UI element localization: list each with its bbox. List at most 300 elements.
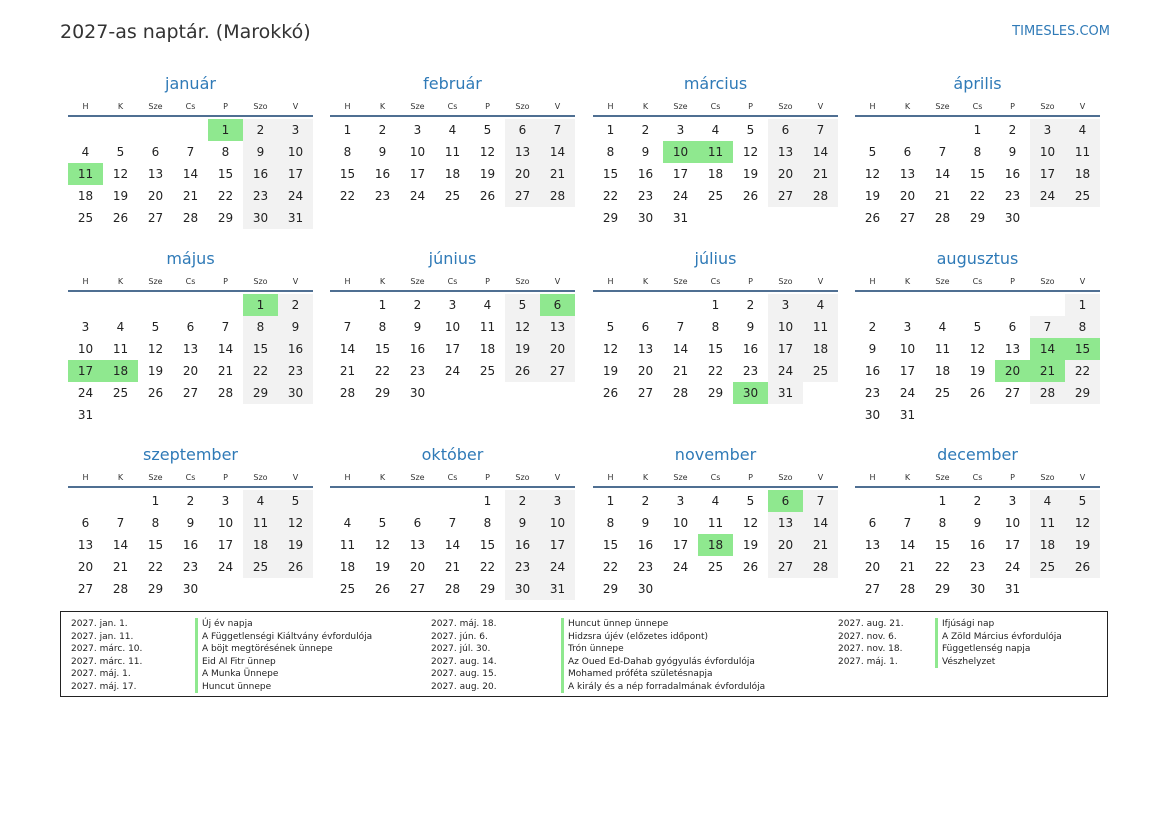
day-cell[interactable]: 28 <box>339 386 356 400</box>
weekend-day-cell[interactable]: 5 <box>505 294 540 316</box>
weekend-day-cell[interactable]: 18 <box>803 338 838 360</box>
day-cell[interactable]: 25 <box>77 211 94 225</box>
day-cell[interactable]: 12 <box>147 342 164 356</box>
weekend-day-cell[interactable]: 24 <box>1030 185 1065 207</box>
weekend-day-cell[interactable]: 5 <box>1065 490 1100 512</box>
weekend-day-cell[interactable]: 7 <box>803 490 838 512</box>
day-cell[interactable]: 22 <box>969 189 986 203</box>
day-cell[interactable]: 20 <box>409 560 426 574</box>
weekend-day-cell[interactable]: 6 <box>505 119 540 141</box>
day-cell[interactable]: 28 <box>934 211 951 225</box>
day-cell[interactable]: 1 <box>151 494 160 508</box>
day-cell[interactable]: 26 <box>969 386 986 400</box>
weekend-day-cell[interactable]: 17 <box>1030 163 1065 185</box>
weekend-day-cell[interactable]: 7 <box>540 119 575 141</box>
day-cell[interactable]: 28 <box>899 582 916 596</box>
day-cell[interactable]: 5 <box>746 494 755 508</box>
day-cell[interactable]: 15 <box>339 167 356 181</box>
weekend-day-cell[interactable]: 30 <box>278 382 313 404</box>
day-cell[interactable]: 11 <box>479 320 496 334</box>
weekend-day-cell[interactable]: 28 <box>803 556 838 578</box>
day-cell[interactable]: 28 <box>444 582 461 596</box>
day-cell[interactable]: 4 <box>711 494 720 508</box>
day-cell[interactable]: 22 <box>217 189 234 203</box>
weekend-day-cell[interactable]: 24 <box>540 556 575 578</box>
day-cell[interactable]: 9 <box>1008 145 1017 159</box>
day-cell[interactable]: 17 <box>672 538 689 552</box>
weekend-day-cell[interactable]: 9 <box>505 512 540 534</box>
day-cell[interactable]: 20 <box>77 560 94 574</box>
day-cell[interactable]: 1 <box>606 123 615 137</box>
day-cell[interactable]: 29 <box>217 211 234 225</box>
day-cell[interactable]: 25 <box>707 189 724 203</box>
weekend-day-cell[interactable]: 25 <box>243 556 278 578</box>
weekend-day-cell[interactable]: 3 <box>768 294 803 316</box>
day-cell[interactable]: 25 <box>339 582 356 596</box>
weekend-day-cell[interactable]: 13 <box>768 512 803 534</box>
weekend-day-cell[interactable]: 11 <box>1065 141 1100 163</box>
day-cell[interactable]: 23 <box>409 364 426 378</box>
day-cell[interactable]: 25 <box>479 364 496 378</box>
holiday-day-cell[interactable]: 10 <box>663 141 698 163</box>
day-cell[interactable]: 9 <box>641 516 650 530</box>
day-cell[interactable]: 17 <box>672 167 689 181</box>
weekend-day-cell[interactable]: 18 <box>1030 534 1065 556</box>
day-cell[interactable]: 14 <box>217 342 234 356</box>
weekend-day-cell[interactable]: 25 <box>1065 185 1100 207</box>
day-cell[interactable]: 21 <box>672 364 689 378</box>
weekend-day-cell[interactable]: 20 <box>505 163 540 185</box>
holiday-day-cell[interactable]: 6 <box>768 490 803 512</box>
day-cell[interactable]: 27 <box>77 582 94 596</box>
day-cell[interactable]: 24 <box>217 560 234 574</box>
day-cell[interactable]: 18 <box>444 167 461 181</box>
day-cell[interactable]: 22 <box>339 189 356 203</box>
weekend-day-cell[interactable]: 11 <box>243 512 278 534</box>
day-cell[interactable]: 12 <box>112 167 129 181</box>
day-cell[interactable]: 19 <box>742 167 759 181</box>
day-cell[interactable]: 10 <box>409 145 426 159</box>
day-cell[interactable]: 27 <box>1004 386 1021 400</box>
day-cell[interactable]: 21 <box>339 364 356 378</box>
day-cell[interactable]: 6 <box>186 320 195 334</box>
day-cell[interactable]: 15 <box>969 167 986 181</box>
day-cell[interactable]: 1 <box>711 298 720 312</box>
holiday-day-cell[interactable]: 30 <box>733 382 768 404</box>
holiday-day-cell[interactable]: 6 <box>540 294 575 316</box>
day-cell[interactable]: 26 <box>742 560 759 574</box>
day-cell[interactable]: 2 <box>973 494 982 508</box>
day-cell[interactable]: 19 <box>147 364 164 378</box>
day-cell[interactable]: 30 <box>637 582 654 596</box>
site-link[interactable]: TIMESLES.COM <box>1012 24 1110 39</box>
day-cell[interactable]: 3 <box>676 494 685 508</box>
day-cell[interactable]: 27 <box>864 582 881 596</box>
day-cell[interactable]: 29 <box>969 211 986 225</box>
weekend-day-cell[interactable]: 4 <box>803 294 838 316</box>
day-cell[interactable]: 18 <box>934 364 951 378</box>
day-cell[interactable]: 21 <box>112 560 129 574</box>
day-cell[interactable]: 8 <box>221 145 230 159</box>
weekend-day-cell[interactable]: 26 <box>505 360 540 382</box>
weekend-day-cell[interactable]: 12 <box>278 512 313 534</box>
weekend-day-cell[interactable]: 21 <box>540 163 575 185</box>
holiday-day-cell[interactable]: 14 <box>1030 338 1065 360</box>
weekend-day-cell[interactable]: 20 <box>768 163 803 185</box>
day-cell[interactable]: 15 <box>217 167 234 181</box>
day-cell[interactable]: 14 <box>444 538 461 552</box>
day-cell[interactable]: 1 <box>378 298 387 312</box>
day-cell[interactable]: 23 <box>969 560 986 574</box>
day-cell[interactable]: 22 <box>934 560 951 574</box>
day-cell[interactable]: 16 <box>637 538 654 552</box>
day-cell[interactable]: 6 <box>413 516 422 530</box>
weekend-day-cell[interactable]: 4 <box>243 490 278 512</box>
day-cell[interactable]: 1 <box>973 123 982 137</box>
day-cell[interactable]: 27 <box>182 386 199 400</box>
day-cell[interactable]: 28 <box>182 211 199 225</box>
weekend-day-cell[interactable]: 5 <box>278 490 313 512</box>
day-cell[interactable]: 14 <box>934 167 951 181</box>
day-cell[interactable]: 28 <box>112 582 129 596</box>
day-cell[interactable]: 14 <box>339 342 356 356</box>
weekend-day-cell[interactable]: 27 <box>540 360 575 382</box>
day-cell[interactable]: 23 <box>374 189 391 203</box>
weekend-day-cell[interactable]: 24 <box>278 185 313 207</box>
weekend-day-cell[interactable]: 9 <box>243 141 278 163</box>
day-cell[interactable]: 27 <box>409 582 426 596</box>
day-cell[interactable]: 16 <box>1004 167 1021 181</box>
day-cell[interactable]: 12 <box>864 167 881 181</box>
day-cell[interactable]: 10 <box>217 516 234 530</box>
day-cell[interactable]: 1 <box>483 494 492 508</box>
day-cell[interactable]: 8 <box>343 145 352 159</box>
weekend-day-cell[interactable]: 19 <box>1065 534 1100 556</box>
weekend-day-cell[interactable]: 14 <box>540 141 575 163</box>
day-cell[interactable]: 9 <box>746 320 755 334</box>
day-cell[interactable]: 5 <box>151 320 160 334</box>
day-cell[interactable]: 3 <box>221 494 230 508</box>
day-cell[interactable]: 9 <box>413 320 422 334</box>
day-cell[interactable]: 15 <box>147 538 164 552</box>
day-cell[interactable]: 21 <box>899 560 916 574</box>
day-cell[interactable]: 3 <box>448 298 457 312</box>
day-cell[interactable]: 24 <box>409 189 426 203</box>
day-cell[interactable]: 26 <box>479 189 496 203</box>
day-cell[interactable]: 4 <box>116 320 125 334</box>
day-cell[interactable]: 11 <box>339 538 356 552</box>
day-cell[interactable]: 19 <box>742 538 759 552</box>
weekend-day-cell[interactable]: 23 <box>505 556 540 578</box>
day-cell[interactable]: 4 <box>343 516 352 530</box>
day-cell[interactable]: 18 <box>479 342 496 356</box>
day-cell[interactable]: 13 <box>147 167 164 181</box>
weekend-day-cell[interactable]: 20 <box>768 534 803 556</box>
weekend-day-cell[interactable]: 24 <box>768 360 803 382</box>
weekend-day-cell[interactable]: 21 <box>803 534 838 556</box>
day-cell[interactable]: 10 <box>1004 516 1021 530</box>
weekend-day-cell[interactable]: 18 <box>243 534 278 556</box>
day-cell[interactable]: 31 <box>672 211 689 225</box>
weekend-day-cell[interactable]: 27 <box>505 185 540 207</box>
weekend-day-cell[interactable]: 3 <box>540 490 575 512</box>
day-cell[interactable]: 31 <box>899 408 916 422</box>
day-cell[interactable]: 19 <box>479 167 496 181</box>
day-cell[interactable]: 2 <box>641 494 650 508</box>
weekend-day-cell[interactable]: 13 <box>768 141 803 163</box>
holiday-day-cell[interactable]: 17 <box>68 360 103 382</box>
day-cell[interactable]: 6 <box>868 516 877 530</box>
day-cell[interactable]: 26 <box>742 189 759 203</box>
weekend-day-cell[interactable]: 7 <box>803 119 838 141</box>
weekend-day-cell[interactable]: 26 <box>1065 556 1100 578</box>
day-cell[interactable]: 17 <box>444 342 461 356</box>
day-cell[interactable]: 9 <box>186 516 195 530</box>
day-cell[interactable]: 31 <box>1004 582 1021 596</box>
day-cell[interactable]: 17 <box>1004 538 1021 552</box>
day-cell[interactable]: 2 <box>868 320 877 334</box>
day-cell[interactable]: 17 <box>409 167 426 181</box>
holiday-day-cell[interactable]: 18 <box>103 360 138 382</box>
day-cell[interactable]: 22 <box>707 364 724 378</box>
day-cell[interactable]: 11 <box>444 145 461 159</box>
day-cell[interactable]: 23 <box>637 560 654 574</box>
day-cell[interactable]: 7 <box>938 145 947 159</box>
day-cell[interactable]: 19 <box>969 364 986 378</box>
day-cell[interactable]: 18 <box>77 189 94 203</box>
day-cell[interactable]: 27 <box>637 386 654 400</box>
day-cell[interactable]: 6 <box>81 516 90 530</box>
day-cell[interactable]: 28 <box>217 386 234 400</box>
day-cell[interactable]: 7 <box>343 320 352 334</box>
day-cell[interactable]: 8 <box>711 320 720 334</box>
day-cell[interactable]: 20 <box>637 364 654 378</box>
day-cell[interactable]: 13 <box>77 538 94 552</box>
day-cell[interactable]: 3 <box>81 320 90 334</box>
day-cell[interactable]: 8 <box>606 516 615 530</box>
day-cell[interactable]: 8 <box>938 516 947 530</box>
day-cell[interactable]: 13 <box>864 538 881 552</box>
holiday-day-cell[interactable]: 11 <box>698 141 733 163</box>
weekend-day-cell[interactable]: 2 <box>243 119 278 141</box>
day-cell[interactable]: 12 <box>602 342 619 356</box>
day-cell[interactable]: 24 <box>672 560 689 574</box>
day-cell[interactable]: 17 <box>217 538 234 552</box>
day-cell[interactable]: 22 <box>374 364 391 378</box>
day-cell[interactable]: 2 <box>413 298 422 312</box>
weekend-day-cell[interactable]: 22 <box>1065 360 1100 382</box>
day-cell[interactable]: 18 <box>339 560 356 574</box>
day-cell[interactable]: 15 <box>374 342 391 356</box>
day-cell[interactable]: 15 <box>602 167 619 181</box>
day-cell[interactable]: 13 <box>182 342 199 356</box>
day-cell[interactable]: 14 <box>112 538 129 552</box>
weekend-day-cell[interactable]: 27 <box>768 185 803 207</box>
day-cell[interactable]: 12 <box>742 145 759 159</box>
day-cell[interactable]: 7 <box>116 516 125 530</box>
day-cell[interactable]: 24 <box>444 364 461 378</box>
weekend-day-cell[interactable]: 4 <box>1065 119 1100 141</box>
day-cell[interactable]: 8 <box>151 516 160 530</box>
day-cell[interactable]: 9 <box>378 145 387 159</box>
weekend-day-cell[interactable]: 27 <box>768 556 803 578</box>
day-cell[interactable]: 19 <box>112 189 129 203</box>
day-cell[interactable]: 23 <box>864 386 881 400</box>
day-cell[interactable]: 3 <box>413 123 422 137</box>
weekend-day-cell[interactable]: 16 <box>243 163 278 185</box>
day-cell[interactable]: 23 <box>637 189 654 203</box>
weekend-day-cell[interactable]: 11 <box>1030 512 1065 534</box>
day-cell[interactable]: 1 <box>938 494 947 508</box>
weekend-day-cell[interactable]: 11 <box>803 316 838 338</box>
day-cell[interactable]: 24 <box>1004 560 1021 574</box>
day-cell[interactable]: 23 <box>1004 189 1021 203</box>
day-cell[interactable]: 2 <box>186 494 195 508</box>
weekend-day-cell[interactable]: 10 <box>768 316 803 338</box>
weekend-day-cell[interactable]: 7 <box>1030 316 1065 338</box>
weekend-day-cell[interactable]: 21 <box>803 163 838 185</box>
weekend-day-cell[interactable]: 23 <box>243 185 278 207</box>
day-cell[interactable]: 13 <box>899 167 916 181</box>
day-cell[interactable]: 8 <box>606 145 615 159</box>
day-cell[interactable]: 5 <box>606 320 615 334</box>
holiday-day-cell[interactable]: 18 <box>698 534 733 556</box>
day-cell[interactable]: 22 <box>147 560 164 574</box>
weekend-day-cell[interactable]: 25 <box>1030 556 1065 578</box>
weekend-day-cell[interactable]: 28 <box>1030 382 1065 404</box>
weekend-day-cell[interactable]: 2 <box>278 294 313 316</box>
weekend-day-cell[interactable]: 1 <box>1065 294 1100 316</box>
weekend-day-cell[interactable]: 10 <box>540 512 575 534</box>
day-cell[interactable]: 5 <box>116 145 125 159</box>
day-cell[interactable]: 12 <box>479 145 496 159</box>
weekend-day-cell[interactable]: 30 <box>243 207 278 229</box>
day-cell[interactable]: 23 <box>182 560 199 574</box>
weekend-day-cell[interactable]: 20 <box>540 338 575 360</box>
day-cell[interactable]: 6 <box>151 145 160 159</box>
day-cell[interactable]: 2 <box>746 298 755 312</box>
day-cell[interactable]: 3 <box>903 320 912 334</box>
day-cell[interactable]: 24 <box>899 386 916 400</box>
day-cell[interactable]: 24 <box>77 386 94 400</box>
holiday-day-cell[interactable]: 11 <box>68 163 103 185</box>
day-cell[interactable]: 29 <box>707 386 724 400</box>
weekend-day-cell[interactable]: 28 <box>540 185 575 207</box>
day-cell[interactable]: 8 <box>483 516 492 530</box>
day-cell[interactable]: 20 <box>864 560 881 574</box>
weekend-day-cell[interactable]: 8 <box>243 316 278 338</box>
weekend-day-cell[interactable]: 18 <box>1065 163 1100 185</box>
day-cell[interactable]: 18 <box>707 167 724 181</box>
day-cell[interactable]: 10 <box>672 516 689 530</box>
day-cell[interactable]: 29 <box>602 582 619 596</box>
holiday-day-cell[interactable]: 1 <box>208 119 243 141</box>
day-cell[interactable]: 7 <box>221 320 230 334</box>
day-cell[interactable]: 9 <box>973 516 982 530</box>
weekend-day-cell[interactable]: 4 <box>1030 490 1065 512</box>
weekend-day-cell[interactable]: 19 <box>505 338 540 360</box>
day-cell[interactable]: 25 <box>112 386 129 400</box>
day-cell[interactable]: 4 <box>448 123 457 137</box>
day-cell[interactable]: 4 <box>81 145 90 159</box>
weekend-day-cell[interactable]: 31 <box>278 207 313 229</box>
day-cell[interactable]: 5 <box>746 123 755 137</box>
weekend-day-cell[interactable]: 15 <box>243 338 278 360</box>
day-cell[interactable]: 5 <box>868 145 877 159</box>
day-cell[interactable]: 14 <box>672 342 689 356</box>
day-cell[interactable]: 10 <box>77 342 94 356</box>
day-cell[interactable]: 15 <box>602 538 619 552</box>
day-cell[interactable]: 16 <box>864 364 881 378</box>
weekend-day-cell[interactable]: 9 <box>278 316 313 338</box>
day-cell[interactable]: 11 <box>934 342 951 356</box>
day-cell[interactable]: 16 <box>742 342 759 356</box>
weekend-day-cell[interactable]: 13 <box>540 316 575 338</box>
day-cell[interactable]: 22 <box>479 560 496 574</box>
day-cell[interactable]: 11 <box>707 516 724 530</box>
weekend-day-cell[interactable]: 10 <box>1030 141 1065 163</box>
day-cell[interactable]: 9 <box>868 342 877 356</box>
day-cell[interactable]: 22 <box>602 189 619 203</box>
weekend-day-cell[interactable]: 17 <box>278 163 313 185</box>
day-cell[interactable]: 31 <box>77 408 94 422</box>
day-cell[interactable]: 6 <box>641 320 650 334</box>
day-cell[interactable]: 30 <box>969 582 986 596</box>
day-cell[interactable]: 5 <box>378 516 387 530</box>
day-cell[interactable]: 1 <box>343 123 352 137</box>
day-cell[interactable]: 11 <box>112 342 129 356</box>
day-cell[interactable]: 19 <box>374 560 391 574</box>
day-cell[interactable]: 15 <box>479 538 496 552</box>
weekend-day-cell[interactable]: 2 <box>505 490 540 512</box>
day-cell[interactable]: 29 <box>147 582 164 596</box>
day-cell[interactable]: 30 <box>1004 211 1021 225</box>
day-cell[interactable]: 14 <box>182 167 199 181</box>
weekend-day-cell[interactable]: 3 <box>1030 119 1065 141</box>
day-cell[interactable]: 13 <box>409 538 426 552</box>
day-cell[interactable]: 24 <box>672 189 689 203</box>
day-cell[interactable]: 5 <box>483 123 492 137</box>
holiday-day-cell[interactable]: 21 <box>1030 360 1065 382</box>
day-cell[interactable]: 4 <box>938 320 947 334</box>
day-cell[interactable]: 25 <box>934 386 951 400</box>
weekend-day-cell[interactable]: 31 <box>768 382 803 404</box>
weekend-day-cell[interactable]: 10 <box>278 141 313 163</box>
day-cell[interactable]: 16 <box>409 342 426 356</box>
day-cell[interactable]: 20 <box>147 189 164 203</box>
day-cell[interactable]: 26 <box>864 211 881 225</box>
day-cell[interactable]: 16 <box>969 538 986 552</box>
weekend-day-cell[interactable]: 12 <box>505 316 540 338</box>
weekend-day-cell[interactable]: 28 <box>803 185 838 207</box>
weekend-day-cell[interactable]: 25 <box>803 360 838 382</box>
day-cell[interactable]: 6 <box>1008 320 1017 334</box>
weekend-day-cell[interactable]: 13 <box>505 141 540 163</box>
day-cell[interactable]: 30 <box>182 582 199 596</box>
weekend-day-cell[interactable]: 29 <box>1065 382 1100 404</box>
weekend-day-cell[interactable]: 16 <box>278 338 313 360</box>
day-cell[interactable]: 19 <box>602 364 619 378</box>
holiday-day-cell[interactable]: 15 <box>1065 338 1100 360</box>
weekend-day-cell[interactable]: 16 <box>505 534 540 556</box>
day-cell[interactable]: 26 <box>112 211 129 225</box>
day-cell[interactable]: 16 <box>374 167 391 181</box>
day-cell[interactable]: 26 <box>602 386 619 400</box>
day-cell[interactable]: 6 <box>903 145 912 159</box>
weekend-day-cell[interactable]: 17 <box>540 534 575 556</box>
day-cell[interactable]: 21 <box>934 189 951 203</box>
day-cell[interactable]: 28 <box>672 386 689 400</box>
